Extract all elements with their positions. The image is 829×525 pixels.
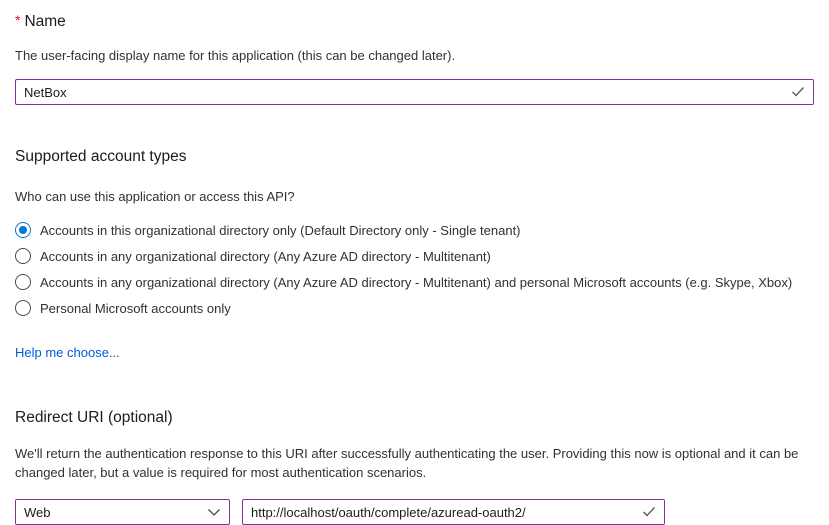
account-types-radio-group — [15, 217, 814, 321]
name-description: The user-facing display name for this application (this can be changed later). — [15, 48, 456, 63]
name-input[interactable] — [15, 79, 814, 105]
platform-select-value: Web — [24, 504, 51, 520]
account-type-option[interactable] — [15, 295, 814, 321]
redirect-uri-section-title: Redirect URI (optional) — [15, 409, 173, 426]
radio-icon — [15, 274, 31, 290]
radio-icon — [15, 222, 31, 238]
redirect-uri-controls — [15, 499, 814, 525]
account-type-label: Accounts in any organizational directory (Any Azure AD directory - Multitenant) — [40, 248, 491, 264]
radio-icon — [15, 300, 31, 316]
name-input-value: NetBox — [24, 84, 67, 100]
redirect-uri-value: http://localhost/oauth/complete/azuread-oauth2/ — [251, 504, 526, 520]
checkmark-icon — [642, 506, 656, 518]
checkmark-icon — [791, 86, 805, 98]
name-section-title-text: Name — [24, 13, 66, 30]
account-type-label: Personal Microsoft accounts only — [40, 300, 231, 316]
account-type-label: Accounts in this organizational directory only (Default Directory only - Single tenant) — [40, 222, 521, 238]
redirect-uri-input[interactable] — [242, 499, 665, 525]
platform-select[interactable] — [15, 499, 230, 525]
account-types-question: Who can use this application or access this API? — [15, 189, 295, 204]
required-asterisk: * — [15, 12, 21, 28]
account-type-option[interactable] — [15, 243, 814, 269]
account-type-option[interactable] — [15, 217, 814, 243]
name-section-title — [15, 12, 814, 31]
radio-icon — [15, 248, 31, 264]
account-type-option[interactable] — [15, 269, 814, 295]
account-types-section-title: Supported account types — [15, 148, 187, 165]
redirect-uri-description: We'll return the authentication response to this URI after successfully authenticating the user. Providing this now is optional and it can be changed later, but a value is required for most authentication scenarios. — [15, 446, 799, 480]
help-me-choose-link[interactable]: Help me choose... — [15, 345, 120, 360]
chevron-down-icon — [207, 508, 221, 517]
account-type-label: Accounts in any organizational directory (Any Azure AD directory - Multitenant) and personal Microsoft accounts (e.g. Skype, Xbox) — [40, 274, 793, 290]
